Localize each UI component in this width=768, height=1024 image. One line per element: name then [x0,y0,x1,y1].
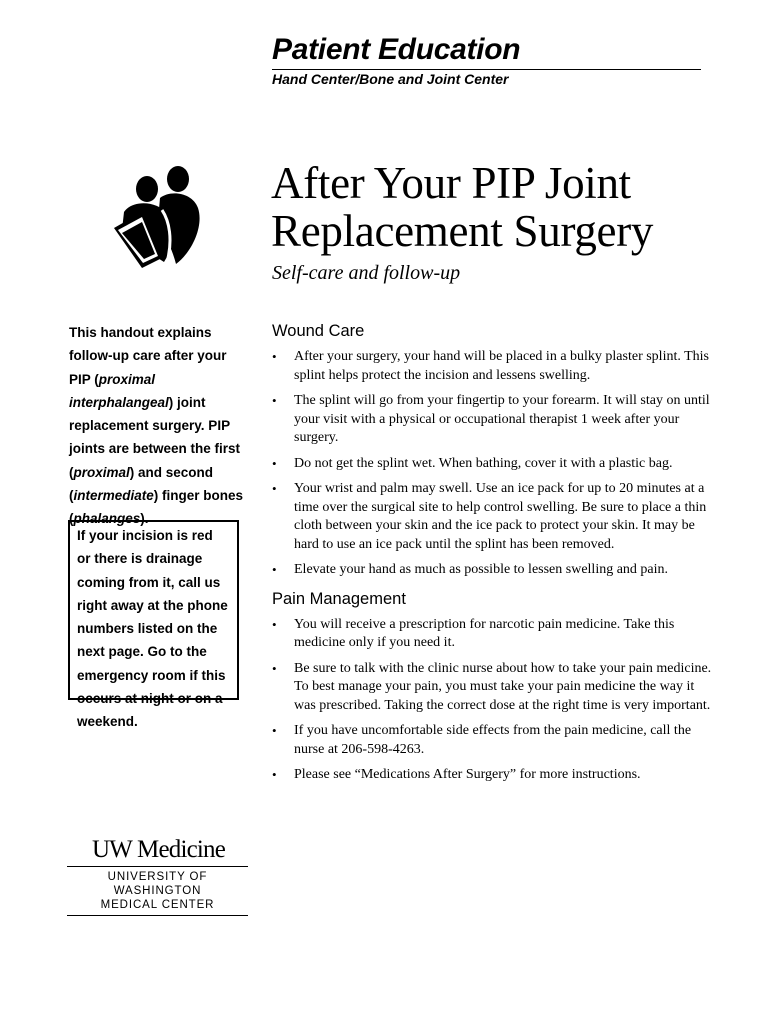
list-item: • After your surgery, your hand will be placed in a bulky plaster splint. This splint helps protect the incision and lessens swelling. [272,348,712,385]
logo-bottom-divider [67,915,248,916]
document-title-line-2: Replacement Surgery [271,206,654,256]
warning-text: If your incision is red or there is drainage coming from it, call us right away at the phone numbers listed on the next page. Go to the emergency room if this occurs at night or on a weekend. [77,528,228,730]
sidebar-term-1: proximal interphalangeal [69,371,169,410]
list-item: • Do not get the splint wet. When bathing, cover it with a plastic bag. [272,455,712,474]
header-subtitle: Hand Center/Bone and Joint Center [272,71,509,87]
sidebar-term-3: intermediate [73,488,154,504]
uw-medicine-name: UW Medicine [92,836,226,863]
sidebar-text-2: ) joint replacement surgery. PIP joints are between the first ( [69,394,241,480]
warning-box [68,520,239,730]
list-item: • The splint will go from your fingertip to your forearm. It will stay on until your visit with a physical or occupational therapist 1 week after your surgery. [272,392,712,448]
uw-medicine-logo [67,836,248,916]
sidebar-term-4: phalanges [73,511,141,527]
list-item: • Elevate your hand as much as possible to lessen swelling and pain. [272,561,712,580]
sidebar-intro [69,321,247,531]
list-item: • Be sure to talk with the clinic nurse about how to take your pain medicine. To best manage your pain, you must take your pain medicine the way it was prescribed. Taking the correct dose at the right time is very important. [272,660,712,716]
sidebar-text-1: This handout explains follow-up care after your PIP ( [69,325,227,387]
document-title-line-1: After Your PIP Joint [271,158,631,208]
list-item: • Please see “Medications After Surgery” for more instructions. [272,766,712,785]
wound-care-heading: Wound Care [272,322,365,340]
sidebar-text-4: ) finger bones ( [69,488,244,527]
people-silhouette-icon [112,160,204,268]
list-item: • If you have uncomfortable side effects from the pain medicine, call the nurse at 206-598-4263. [272,722,712,759]
header-title: Patient Education [272,33,521,66]
list-item: • You will receive a prescription for narcotic pain medicine. Take this medicine only if you need it. [272,616,712,653]
document-subtitle: Self-care and follow-up [272,262,461,284]
document-title [271,159,741,255]
uw-medical-center-line: MEDICAL CENTER [100,899,215,911]
pain-management-list [272,616,712,785]
uw-university-line: UNIVERSITY OF WASHINGTON [107,871,208,897]
sidebar-text-5: ). [140,511,149,527]
pain-management-heading: Pain Management [272,589,406,608]
main-content [272,320,712,792]
sidebar-text-3: ) and second ( [69,464,214,504]
wound-care-list [272,348,712,580]
list-item: • Your wrist and palm may swell. Use an ice pack for up to 20 minutes at a time over the surgical site to help control swelling. Be sure to place a thin cloth between your skin and the ice pack to protect your skin. It may be hard to use an ice pack until the splint has been removed. [272,480,712,554]
logo-divider [67,866,248,867]
page-header [272,32,701,88]
sidebar-term-2: proximal [73,464,130,480]
